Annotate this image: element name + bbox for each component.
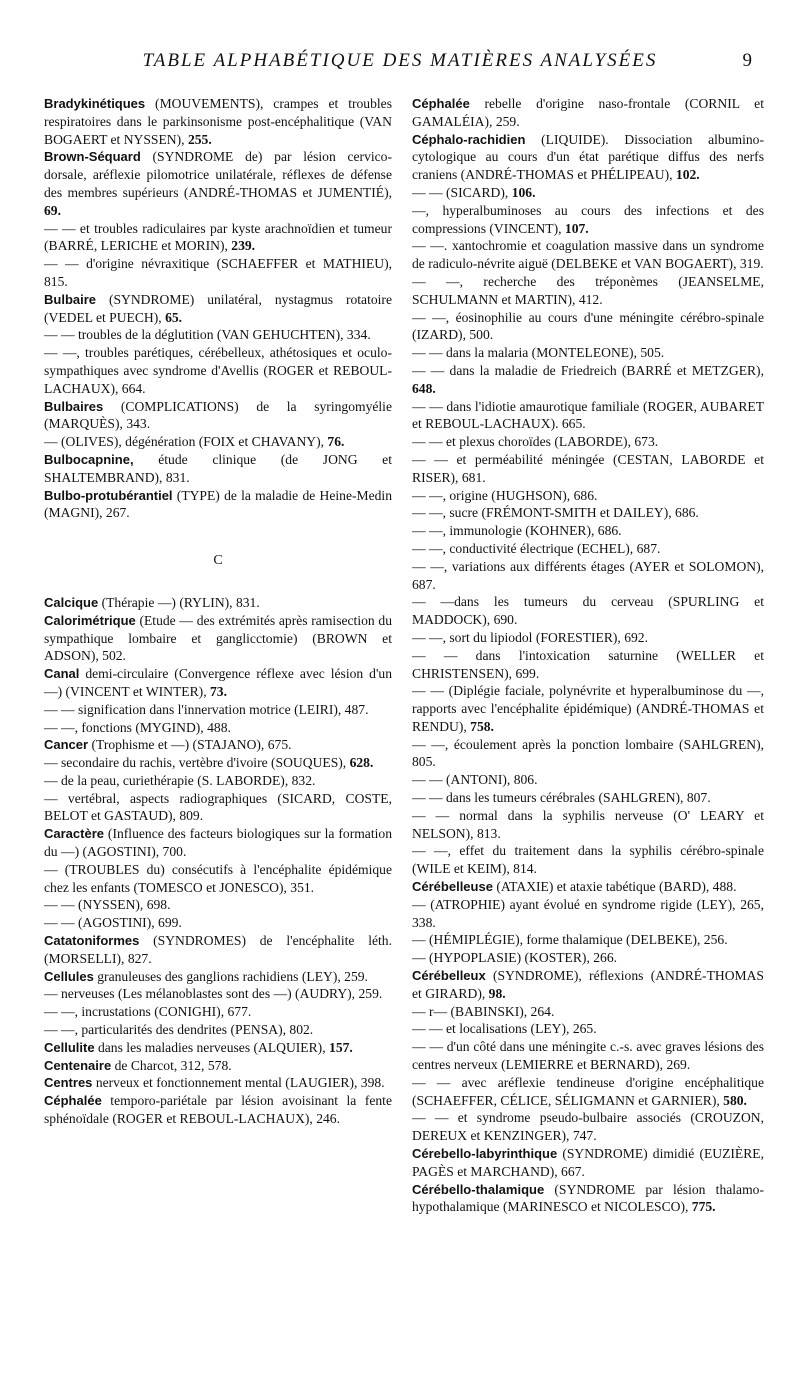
index-entry <box>412 433 764 451</box>
index-entry <box>412 558 764 594</box>
entry-text: (SYNDROMES) de l'encéphalite léth. (MORSELLI), 827. <box>44 933 392 966</box>
entry-text: —, hyperalbuminoses au cours des infections et des compressions (VINCENT), <box>412 202 764 236</box>
entry-headword: Cérébelleux <box>412 968 486 984</box>
index-entry <box>412 344 764 362</box>
index-entry <box>412 95 764 131</box>
entry-page-ref: 239. <box>231 238 256 254</box>
index-entry <box>44 665 392 701</box>
entry-page-ref: 98. <box>488 985 506 1001</box>
entry-text: (Trophisme et —) (STAJANO), 675. <box>88 737 292 753</box>
index-entry <box>44 861 392 897</box>
entry-text: — —dans les tumeurs du cerveau (SPURLING et MADDOCK), 690. <box>412 594 764 628</box>
index-entry <box>44 148 392 219</box>
entry-headword: Cérébelleuse <box>412 879 493 895</box>
entry-text: (SYNDROME de) par lésion cervico-dorsale, aréflexie pilomotrice unilatérale, réflexes de défense des membres supérieurs (ANDRÉ-THOMAS et JUMENTIÉ), <box>44 149 392 200</box>
running-title: TABLE ALPHABÉTIQUE DES MATIÈRES ANALYSÉES <box>142 50 658 71</box>
entry-headword: Céphalo-rachidien <box>412 131 526 147</box>
entry-text: (Influence des facteurs biologiques sur la formation du —) (AGOSTINI), 700. <box>44 826 392 860</box>
index-entry <box>412 771 764 789</box>
entry-page-ref: 580. <box>723 1092 747 1108</box>
index-entry <box>44 736 392 754</box>
entry-text: — — (AGOSTINI), 699. <box>44 915 182 931</box>
index-entry <box>44 291 392 327</box>
entry-text: (ATAXIE) et ataxie tabétique (BARD), 488. <box>492 879 737 895</box>
entry-text: (SYNDROME), réflexions (ANDRÉ-THOMAS et GIRARD), <box>412 968 764 1001</box>
entry-page-ref: 73. <box>210 683 227 699</box>
index-entry <box>44 95 392 148</box>
entry-text: — (HÉMIPLÉGIE), forme thalamique (DELBEKE), 256. <box>412 932 728 948</box>
entry-text: (SYNDROME) unilatéral, nystagmus rotatoire (VEDEL et PUECH), <box>44 291 392 325</box>
entry-headword: Calorimétrique <box>44 612 136 628</box>
entry-text: — —, recherche des tréponèmes (JEANSELME, SCHULMANN et MARTIN), 412. <box>412 273 764 307</box>
index-entry <box>412 398 764 434</box>
index-entry <box>412 896 764 932</box>
index-entry <box>44 1021 392 1039</box>
index-entry <box>412 202 764 238</box>
index-entry <box>412 682 764 735</box>
entry-page-ref: 758. <box>470 718 494 734</box>
entry-text: — — avec aréflexie tendineuse d'origine encéphalitique (SCHAEFFER, CÉLICE, SÉLIGMANN et GARNIER), <box>412 1074 764 1108</box>
entry-text: — — dans les tumeurs cérébrales (SAHLGREN), 807. <box>412 790 711 806</box>
entry-headword: Centenaire <box>44 1057 112 1073</box>
index-entry <box>44 1074 392 1092</box>
index-entry <box>44 1039 392 1057</box>
entry-headword: Cancer <box>44 737 89 753</box>
entry-page-ref: 107. <box>564 220 589 236</box>
entry-text: — —, origine (HUGHSON), 686. <box>412 487 598 503</box>
index-entry <box>412 1038 764 1074</box>
entry-text: — —. xantochromie et coagulation massive dans un syndrome de radiculo-névrite aiguë (DELBEKE et VAN BOGAERT), 319. <box>412 238 764 272</box>
entry-headword: Brown-Séquard <box>44 149 141 165</box>
section-letter: C <box>213 553 223 569</box>
entry-page-ref: 106. <box>511 184 536 200</box>
index-entry <box>44 719 392 737</box>
entry-headword: Bulbo-protubérantiel <box>44 487 173 503</box>
entry-headword: Bulbaire <box>44 291 97 307</box>
entry-text: — —, écoulement après la ponction lombaire (SAHLGREN), 805. <box>412 736 764 770</box>
index-entry <box>44 326 392 344</box>
index-entry <box>44 772 392 790</box>
index-entry <box>412 1020 764 1038</box>
entry-text: — —, sort du lipiodol (FORESTIER), 692. <box>412 629 649 645</box>
entry-text: — —, effet du traitement dans la syphilis cérébro-spinale (WILE et KEIM), 814. <box>412 843 764 877</box>
entry-headword: Catatoniformes <box>44 933 140 949</box>
index-entry <box>44 1092 392 1128</box>
entry-text: — — signification dans l'innervation motrice (LEIRI), 487. <box>44 701 369 717</box>
index-entry <box>412 540 764 558</box>
index-entry <box>412 273 764 309</box>
index-entry <box>44 612 392 665</box>
entry-text: — — (Diplégie faciale, polynévrite et hyperalbuminose du —, rapports avec l'encéphalite épidémique) (ANDRÉ-THOMAS et RENDU), <box>412 683 764 734</box>
index-entry <box>44 1057 392 1075</box>
entry-headword: Cellulite <box>44 1039 95 1055</box>
entry-text: — — (NYSSEN), 698. <box>44 897 171 913</box>
index-entry <box>412 504 764 522</box>
entry-text: — — et localisations (LEY), 265. <box>412 1021 597 1037</box>
entry-headword: Bulbaires <box>44 398 104 414</box>
index-entry <box>44 398 392 434</box>
index-entry <box>412 1181 764 1217</box>
index-entry <box>412 878 764 896</box>
entry-headword: Calcique <box>44 594 99 610</box>
entry-text: — — d'un côté dans une méningite c.-s. avec graves lésions des centres nerveux (LEMIERRE et BERNARD), 269. <box>412 1039 764 1073</box>
entry-text: — (TROUBLES du) consécutifs à l'encéphalite épidémique chez les enfants (TOMESCO et JONESCO), 351. <box>44 861 392 895</box>
entry-page-ref: 157. <box>329 1039 353 1055</box>
index-entry <box>412 451 764 487</box>
index-entry <box>412 487 764 505</box>
entry-text: — — (ANTONI), 806. <box>412 772 538 788</box>
index-entry <box>412 131 764 184</box>
entry-page-ref: 65. <box>165 309 183 325</box>
entry-text: — — et syndrome pseudo-bulbaire associés (CROUZON, DEREUX et KENZINGER), 747. <box>412 1110 764 1144</box>
entry-text: — — d'origine névraxitique (SCHAEFFER et MATHIEU), 815. <box>44 256 392 289</box>
entry-text: étude clinique (de JONG et SHALTEMBRAND), 831. <box>44 451 392 485</box>
index-entry <box>44 896 392 914</box>
entry-page-ref: 628. <box>349 755 374 771</box>
entry-text: granuleuses des ganglions rachidiens (LEY), 259. <box>93 968 368 984</box>
index-entry <box>412 1145 764 1181</box>
entry-text: — —, immunologie (KOHNER), 686. <box>412 523 622 539</box>
entry-text: — —, incrustations (CONIGHI), 677. <box>44 1004 252 1020</box>
index-entry <box>412 629 764 647</box>
index-entry <box>44 344 392 397</box>
entry-text: temporo-pariétale par lésion avoisinant la fente sphénoïdale (ROGER et REBOUL-LACHAUX), 246. <box>44 1093 392 1127</box>
entry-page-ref: 255. <box>187 131 212 147</box>
entry-text: — — dans la maladie de Friedreich (BARRÉ et METZGER), <box>412 362 764 378</box>
entry-text: — nerveuses (Les mélanoblastes sont des —) (AUDRY), 259. <box>44 986 383 1002</box>
index-entry <box>412 1109 764 1145</box>
entry-headword: Cérebello-labyrinthique <box>412 1146 558 1162</box>
index-entry <box>44 433 392 451</box>
entry-headword: Canal <box>44 666 80 682</box>
index-entry <box>412 842 764 878</box>
entry-headword: Bulbocapnine, <box>44 451 134 467</box>
index-entry <box>44 790 392 826</box>
entry-text: — —, conductivité électrique (ECHEL), 687. <box>412 540 661 556</box>
index-entry <box>412 593 764 629</box>
entry-text: — — et plexus choroïdes (LABORDE), 673. <box>412 434 659 450</box>
index-entry <box>44 985 392 1003</box>
entry-headword: Céphalée <box>412 96 470 111</box>
index-entry <box>412 362 764 398</box>
index-entry <box>412 1074 764 1110</box>
entry-text: — —, variations aux différents étages (AYER et SOLOMON), 687. <box>412 558 764 592</box>
entry-page-ref: 102. <box>675 167 700 183</box>
index-entry <box>44 1003 392 1021</box>
entry-headword: Bradykinétiques <box>44 96 146 111</box>
index-entry <box>412 309 764 345</box>
entry-text: — vertébral, aspects radiographiques (SICARD, COSTE, BELOT et GASTAUD), 809. <box>44 790 392 824</box>
entry-text: (COMPLICATIONS) de la syringomyélie (MARQUÈS), 343. <box>44 398 392 432</box>
entry-text: — —, particularités des dendrites (PENSA), 802. <box>44 1022 314 1038</box>
entry-headword: Caractère <box>44 826 104 842</box>
entry-headword: Centres <box>44 1075 93 1091</box>
entry-text: — —, éosinophilie au cours d'une méningite cérébro-spinale (IZARD), 500. <box>412 309 764 343</box>
entry-page-ref: 648. <box>412 380 436 396</box>
index-entry <box>44 825 392 861</box>
entry-text: — — dans la malaria (MONTELEONE), 505. <box>412 345 665 361</box>
index-entry <box>412 522 764 540</box>
entry-headword: Cérébello-thalamique <box>412 1181 545 1197</box>
index-entry <box>44 220 392 256</box>
entry-page-ref: 69. <box>44 202 61 218</box>
entry-text: — (ATROPHIE) ayant évolué en syndrome rigide (LEY), 265, 338. <box>412 896 764 930</box>
index-entry <box>412 967 764 1003</box>
entry-text: — — et troubles radiculaires par kyste arachnoïdien et tumeur (BARRÉ, LERICHE et MORIN), <box>44 220 392 254</box>
index-entry <box>412 237 764 273</box>
entry-headword: Céphalée <box>44 1093 102 1109</box>
entry-text: — — (SICARD), <box>412 184 512 200</box>
entry-text: — — normal dans la syphilis nerveuse (O' LEARY et NELSON), 813. <box>412 807 764 841</box>
index-entry <box>44 932 392 968</box>
index-entry <box>44 451 392 487</box>
index-entry <box>44 255 392 291</box>
entry-text: — — dans l'idiotie amaurotique familiale (ROGER, AUBARET et REBOUL-LACHAUX). 665. <box>412 398 764 432</box>
index-entry <box>412 789 764 807</box>
entry-text: — —, sucre (FRÉMONT-SMITH et DAILEY), 686. <box>412 505 699 521</box>
entry-text: (Etude — des extrémités après ramisection du sympathique lombaire et ganglicctomie) (BROWN et ADSON), 502. <box>44 612 392 664</box>
entry-text: (SYNDROME) dimidié (EUZIÈRE, PAGÈS et MARCHAND), 667. <box>412 1146 764 1179</box>
entry-text: — — troubles de la déglutition (VAN GEHUCHTEN), 334. <box>44 327 371 343</box>
right-column <box>412 95 764 1216</box>
entry-text: (SYNDROME par lésion thalamo-hypothalamique (MARINESCO et NICOLESCO), <box>412 1181 764 1215</box>
entry-text: (TYPE) de la maladie de Heine-Medin (MAGNI), 267. <box>44 487 392 521</box>
entry-text: dans les maladies nerveuses (ALQUIER), <box>94 1039 330 1055</box>
entry-headword: Cellules <box>44 968 94 984</box>
entry-text: — — dans l'intoxication saturnine (WELLER et CHRISTENSEN), 699. <box>412 647 764 681</box>
page-number: 9 <box>742 50 752 71</box>
page-header <box>40 50 760 80</box>
index-entry <box>412 931 764 949</box>
entry-text: (Thérapie —) (RYLIN), 831. <box>98 594 260 610</box>
entry-page-ref: 775. <box>691 1199 716 1215</box>
entry-text: nerveux et fonctionnement mental (LAUGIER), 398. <box>92 1075 385 1091</box>
index-entry <box>44 701 392 719</box>
index-entry <box>44 594 392 612</box>
entry-text: — de la peau, curiethérapie (S. LABORDE), 832. <box>44 772 316 788</box>
entry-text: — r— (BABINSKI), 264. <box>412 1003 555 1019</box>
entry-text: — —, fonctions (MYGIND), 488. <box>44 719 231 735</box>
entry-text: (LIQUIDE). Dissociation albumino-cytologique au cours d'un état parétique diffus des nerfs craniens (ANDRÉ-THOMAS et PHÉLIPEAU), <box>412 131 764 183</box>
index-entry <box>44 487 392 523</box>
index-entry <box>44 968 392 986</box>
left-column <box>44 95 392 1128</box>
index-entry <box>412 949 764 967</box>
entry-text: — (OLIVES), dégénération (FOIX et CHAVANY), <box>44 434 328 450</box>
entry-text: — (HYPOPLASIE) (KOSTER), 266. <box>412 950 618 966</box>
entry-text: — — et perméabilité méningée (CESTAN, LABORDE et RISER), 681. <box>412 451 764 485</box>
entry-page-ref: 76. <box>327 434 345 450</box>
index-entry <box>44 914 392 932</box>
entry-text: — secondaire du rachis, vertèbre d'ivoire (SOUQUES), <box>44 755 350 771</box>
index-entry <box>44 754 392 772</box>
entry-text: (MOUVEMENTS), crampes et troubles respiratoires dans le parkinsonisme post-encéphalitique (VAN BOGAERT et NYSSEN), <box>44 96 392 147</box>
entry-text: — —, troubles parétiques, cérébelleux, athétosiques et oculo-sympathiques avec syndrome d'Avellis (ROGER et REBOUL-LACHAUX), 664. <box>44 345 392 396</box>
index-entry <box>412 807 764 843</box>
index-entry <box>412 1003 764 1021</box>
index-entry <box>412 184 764 202</box>
entry-text: demi-circulaire (Convergence réflexe avec lésion d'un —) (VINCENT et WINTER), <box>44 666 392 699</box>
entry-text: rebelle d'origine naso-frontale (CORNIL et GAMALÉIA), 259. <box>412 96 764 129</box>
index-entry <box>412 736 764 772</box>
index-entry <box>412 647 764 683</box>
entry-text: de Charcot, 312, 578. <box>111 1057 232 1073</box>
